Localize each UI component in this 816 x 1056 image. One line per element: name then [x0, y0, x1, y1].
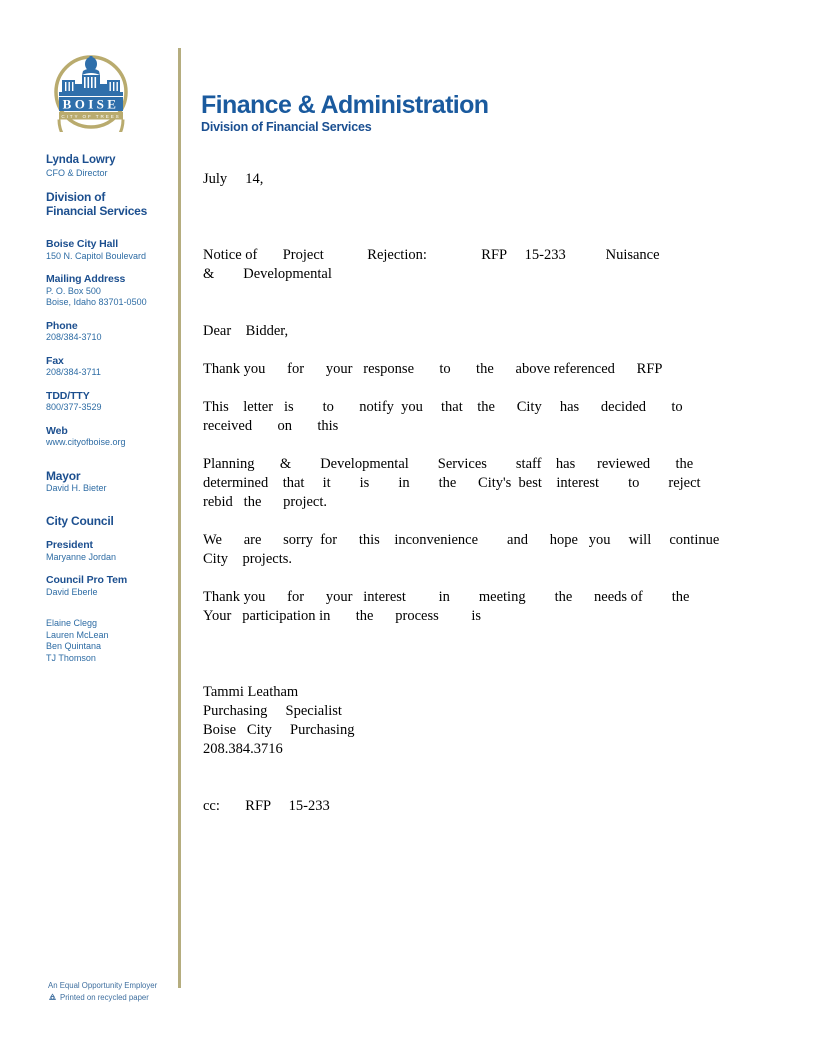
division-line-2: Financial Services — [46, 204, 148, 218]
sidebar-footer — [48, 980, 188, 1003]
block-line: 208/384-3711 — [46, 367, 101, 377]
letter-date: July 14, — [203, 171, 264, 187]
mayor-heading: Mayor — [46, 468, 81, 483]
salutation: Dear Bidder, — [203, 323, 289, 339]
mayor-name: David H. Bieter — [46, 482, 107, 493]
block-heading: Web — [46, 424, 68, 437]
paragraph-3-line-3: rebid the project. — [203, 494, 328, 510]
letterhead-title-block — [201, 92, 488, 135]
signature-department: Boise City Purchasing — [203, 722, 355, 738]
president-name: Maryanne Jordan — [46, 551, 117, 562]
paragraph-2-line-2: received on this — [203, 418, 339, 434]
block-heading: Mailing Address — [46, 273, 126, 285]
equal-opportunity-text: An Equal Opportunity Employer — [48, 981, 158, 990]
sidebar-block-phone — [46, 320, 174, 344]
sidebar-block-city-council — [46, 514, 174, 528]
paragraph-2-line-1: This letter is to notify you that the City has decided to — [203, 399, 683, 415]
sidebar-block-pro-tem — [46, 574, 174, 598]
council-heading: City Council — [46, 514, 114, 528]
website-link[interactable]: www.cityofboise.org — [46, 437, 126, 447]
block-heading: Boise City Hall — [46, 238, 119, 250]
paragraph-4-line-2: City projects. — [203, 551, 293, 567]
paragraph-4-line-1: We are sorry for this inconvenience and hope you will continue — [203, 532, 720, 548]
signature-name: Tammi Leatham — [203, 684, 299, 700]
contact-name: Lynda Lowry — [46, 154, 116, 166]
sidebar-block-mailing-address — [46, 273, 174, 309]
block-line: P. O. Box 500 — [46, 285, 101, 296]
vertical-divider-rule — [178, 48, 181, 988]
paragraph-3-line-2: determined that it is in the City's best interest to reject — [203, 475, 701, 491]
department-subtitle: Division of Financial Services — [201, 120, 372, 134]
sidebar-division — [46, 190, 174, 218]
recycled-paper-text: Printed on recycled paper — [60, 992, 149, 1002]
subject-line-1: Notice of Project Rejection: RFP 15-233 Nuisance — [203, 247, 660, 263]
protem-name: David Eberle — [46, 586, 98, 597]
signature-phone: 208.384.3716 — [203, 741, 283, 757]
paragraph-1-line-1: Thank you for your response to the above referenced RFP — [203, 361, 663, 377]
council-member: TJ Thomson — [46, 652, 96, 663]
sidebar-council-members — [46, 618, 174, 664]
contact-title: CFO & Director — [46, 167, 108, 178]
sidebar-block-web — [46, 425, 174, 449]
department-title: Finance & Administration — [201, 91, 489, 119]
block-line: Boise, Idaho 83701-0500 — [46, 297, 147, 307]
svg-text:BOISE: BOISE — [62, 96, 120, 112]
block-heading: Phone — [46, 319, 78, 332]
council-member: Ben Quintana — [46, 641, 102, 651]
sidebar-block-tdd-tty — [46, 390, 174, 414]
signature-title: Purchasing Specialist — [203, 703, 342, 719]
block-line: 208/384-3710 — [46, 332, 102, 342]
protem-heading: Council Pro Tem — [46, 574, 128, 586]
sidebar-block-city-hall — [46, 238, 174, 262]
subject-line-2: & Developmental — [203, 266, 332, 282]
cc-line: cc: RFP 15-233 — [203, 798, 330, 814]
block-line: 150 N. Capitol Boulevard — [46, 250, 147, 261]
block-heading: TDD/TTY — [46, 389, 90, 402]
sidebar-contact-person — [46, 154, 174, 179]
svg-text:CITY OF TREES: CITY OF TREES — [61, 114, 121, 119]
seal-icon — [48, 46, 134, 132]
paragraph-5-line-1: Thank you for your interest in meeting the needs of the — [203, 589, 690, 605]
council-member: Lauren McLean — [46, 629, 109, 640]
sidebar-block-president — [46, 539, 174, 563]
recycled-paper-line — [48, 992, 188, 1004]
block-line: 800/377-3529 — [46, 402, 102, 412]
recycle-icon — [48, 993, 57, 1002]
letter-body — [203, 170, 816, 816]
president-heading: President — [46, 539, 93, 551]
block-heading: Fax — [46, 354, 64, 367]
paragraph-3-line-1: Planning & Developmental Services staff has reviewed the — [203, 456, 694, 472]
letterhead-sidebar — [46, 46, 174, 675]
paragraph-5-line-2: Your participation in the process is — [203, 608, 482, 624]
boise-city-seal-logo — [48, 46, 134, 132]
equal-opportunity-line — [48, 980, 188, 992]
sidebar-block-mayor — [46, 469, 174, 495]
sidebar-block-fax — [46, 355, 174, 379]
council-member: Elaine Clegg — [46, 618, 98, 628]
division-line-1: Division of — [46, 190, 106, 204]
